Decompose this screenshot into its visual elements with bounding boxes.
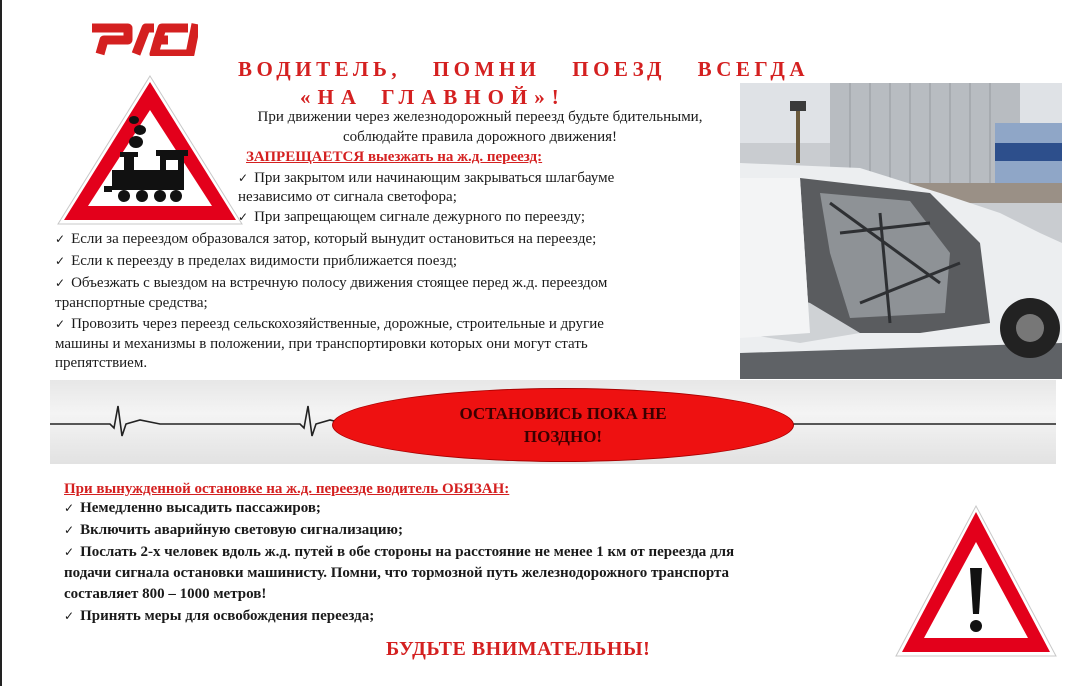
be-careful-footer: БУДЬТЕ ВНИМАТЕЛЬНЫ! xyxy=(386,638,651,660)
duties-list xyxy=(64,498,894,628)
rule-text: Объезжать с выездом на встречную полосу движения стоящее перед ж.д. переездом xyxy=(71,275,608,291)
check-icon: ✓ xyxy=(64,545,75,559)
check-icon: ✓ xyxy=(64,609,75,623)
check-icon: ✓ xyxy=(55,276,66,290)
check-icon: ✓ xyxy=(238,171,249,185)
forbidden-heading: ЗАПРЕЩАЕТСЯ выезжать на ж.д. переезд: xyxy=(246,149,543,165)
page-subtitle: «НА ГЛАВНОЙ»! xyxy=(300,85,566,109)
duties-heading: При вынужденной остановке на ж.д. переезде водитель ОБЯЗАН: xyxy=(64,481,510,497)
intro-text: При движении через железнодорожный переезд будьте бдительными, соблюдайте правила дорожного движения! xyxy=(257,109,703,145)
rule-text: Если за переездом образовался затор, который вынудит остановиться на переезде; xyxy=(71,231,597,247)
duty-item xyxy=(64,498,894,519)
rule-line xyxy=(55,315,604,335)
rule-line xyxy=(55,230,596,250)
rule-line xyxy=(238,208,585,228)
rule-text: независимо от сигнала светофора; xyxy=(238,189,457,205)
rule-line xyxy=(238,169,614,189)
rule-text: транспортные средства; xyxy=(55,294,208,311)
duty-item xyxy=(64,606,894,627)
railway-crossing-sign-icon xyxy=(52,70,248,230)
rule-text: При закрытом или начинающим закрываться шлагбауме xyxy=(254,170,615,186)
rule-text: препятствием. xyxy=(55,355,148,371)
rule-text: Провозить через переезд сельскохозяйственные, дорожные, строительные и другие xyxy=(71,316,604,332)
rzd-logo-icon xyxy=(88,10,198,56)
stop-warning-banner xyxy=(332,388,794,462)
rule-text: При запрещающем сигнале дежурного по переезду; xyxy=(254,209,586,225)
check-icon: ✓ xyxy=(64,501,75,515)
stop-warning-text: ОСТАНОВИСЬ ПОКА НЕ ПОЗДНО! xyxy=(459,404,667,446)
rule-line xyxy=(55,252,457,272)
duty-text: Послать 2-х человек вдоль ж.д. путей в обе стороны на расстояние не менее 1 км от переезда для xyxy=(80,544,735,560)
page-title: ВОДИТЕЛЬ, ПОМНИ ПОЕЗД ВСЕГДА xyxy=(238,57,809,81)
duty-text: Немедленно высадить пассажиров; xyxy=(80,500,321,516)
forbidden-item xyxy=(55,274,607,313)
duty-item xyxy=(64,542,894,605)
duty-item xyxy=(64,520,894,541)
forbidden-item xyxy=(238,208,585,228)
forbidden-item xyxy=(55,252,457,272)
check-icon: ✓ xyxy=(238,210,249,224)
forbidden-item xyxy=(238,169,614,189)
check-icon: ✓ xyxy=(55,232,66,246)
check-icon: ✓ xyxy=(55,254,66,268)
rule-line xyxy=(55,274,607,294)
duty-text: Включить аварийную световую сигнализацию; xyxy=(80,522,403,538)
rule-text: машины и механизмы в положении, при транспортировки которых они могут стать xyxy=(55,335,588,352)
check-icon: ✓ xyxy=(64,523,75,537)
duty-text: составляет 800 – 1000 метров! xyxy=(64,586,267,602)
duty-text: подачи сигнала остановки машинисту. Помни, что тормозной путь железнодорожного транспорта xyxy=(64,565,730,581)
check-icon: ✓ xyxy=(55,317,66,331)
duty-text: Принять меры для освобождения переезда; xyxy=(80,608,375,624)
rule-text: Если к переезду в пределах видимости приближается поезд; xyxy=(71,253,458,269)
exclamation-warning-sign-icon xyxy=(892,502,1060,662)
forbidden-item-continuation xyxy=(238,188,457,208)
forbidden-item xyxy=(55,315,604,374)
forbidden-item xyxy=(55,230,596,250)
crashed-car-photo xyxy=(740,83,1062,379)
